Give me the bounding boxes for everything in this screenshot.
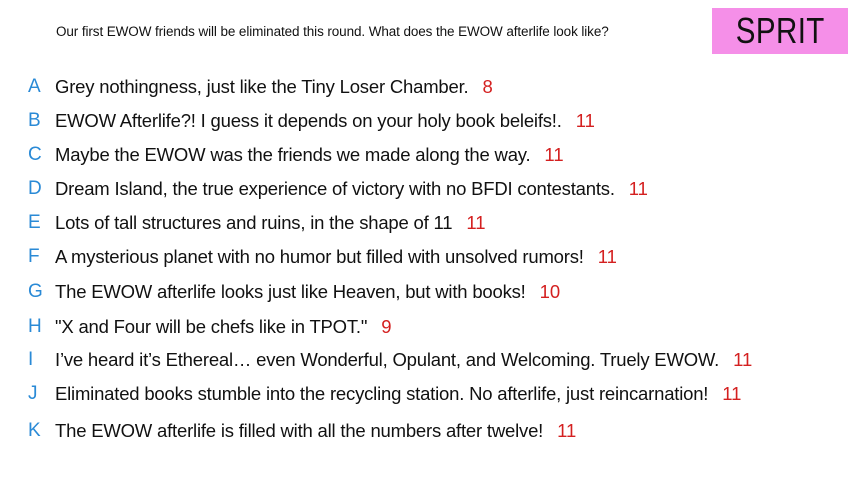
entry-text: The EWOW afterlife looks just like Heaven, but with books! [55, 281, 526, 302]
entry-letter: A [28, 76, 41, 97]
entry-row-g [28, 279, 560, 305]
entry-letter: G [28, 281, 43, 302]
entry-text: I’ve heard it’s Ethereal… even Wonderful, Opulant, and Welcoming. Truely EWOW. [55, 349, 720, 370]
entry-score: 8 [482, 76, 493, 97]
entry-text: A mysterious planet with no humor but filled with unsolved rumors! [55, 246, 584, 267]
entry-score: 11 [597, 246, 617, 267]
entry-row-e [28, 210, 486, 236]
entry-score: 11 [466, 212, 486, 233]
entry-letter: K [28, 420, 41, 441]
entry-letter: C [28, 144, 42, 165]
entry-row-k [28, 418, 576, 444]
entry-letter: I [28, 349, 34, 370]
prompt-text: Our first EWOW friends will be eliminated this round. What does the EWOW afterlife look like? [56, 24, 609, 39]
entry-letter: D [28, 178, 42, 199]
entry-row-a [28, 74, 493, 100]
entry-letter: H [28, 316, 42, 337]
entry-row-h [28, 314, 392, 340]
entry-score: 11 [733, 349, 753, 370]
entry-text: Dream Island, the true experience of victory with no BFDI contestants. [55, 178, 615, 199]
entry-text: Maybe the EWOW was the friends we made along the way. [55, 144, 531, 165]
entry-score: 11 [722, 383, 742, 404]
entry-score: 11 [544, 144, 564, 165]
entry-score: 11 [575, 110, 595, 131]
entry-text: The EWOW afterlife is filled with all the numbers after twelve! [55, 420, 544, 441]
entry-score: 9 [381, 316, 392, 337]
entry-letter: E [28, 212, 41, 233]
entry-letter: B [28, 110, 41, 131]
entry-row-c [28, 142, 564, 168]
contestant-badge [712, 8, 848, 54]
entry-row-f [28, 244, 617, 270]
entry-text: Eliminated books stumble into the recycling station. No afterlife, just reincarnation! [55, 383, 709, 404]
entry-text: Lots of tall structures and ruins, in the shape of 11 [55, 212, 453, 233]
entry-row-d [28, 176, 648, 202]
entry-row-i [28, 347, 752, 373]
entry-score: 11 [628, 178, 648, 199]
entry-text: "X and Four will be chefs like in TPOT." [55, 316, 368, 337]
entry-row-b [28, 108, 595, 134]
entry-score: 11 [557, 420, 577, 441]
entry-text: EWOW Afterlife?! I guess it depends on your holy book beleifs!. [55, 110, 562, 131]
badge-label: SPRIT [735, 10, 825, 51]
entry-letter: F [28, 246, 40, 267]
entry-text: Grey nothingness, just like the Tiny Loser Chamber. [55, 76, 469, 97]
entry-score: 10 [539, 281, 561, 302]
entry-letter: J [28, 383, 38, 404]
entry-row-j [28, 381, 741, 407]
